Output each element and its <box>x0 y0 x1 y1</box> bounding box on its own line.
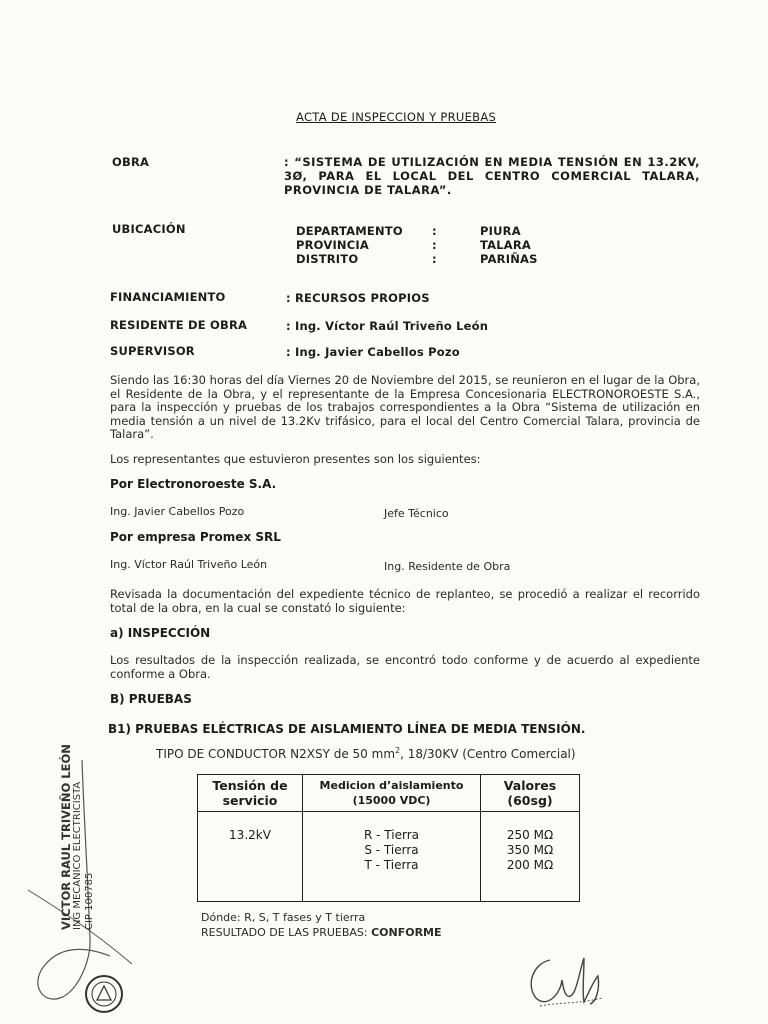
representatives-intro: Los representantes que estuvieron presentes son los siguientes: <box>110 452 481 466</box>
intro-paragraph: Siendo las 16:30 horas del día Viernes 20 de Noviembre del 2015, se reunieron en el lugar de la Obra, el Residente de la Obra, y el representante de la Empresa Concesionaria ELECTRONOROESTE S.A., para la inspección y pruebas de los trabajos correspondientes a la Obra “Sistema de utilización en media tensión a un nivel de 13.2Kv trifásico, para el local del Centro Comercial Talara, provincia de Talara”. <box>110 373 700 441</box>
table-header-row <box>198 775 580 812</box>
provincia-value: TALARA <box>480 238 532 252</box>
distrito-key: DISTRITO <box>296 252 359 266</box>
section-a-heading: a) INSPECCIÓN <box>110 626 211 640</box>
financiamiento-value: : RECURSOS PROPIOS <box>286 291 430 305</box>
rep1-company: Por Electronoroeste S.A. <box>110 477 277 491</box>
cell-valores <box>481 812 580 902</box>
test-result-value: CONFORME <box>371 926 442 939</box>
valor-t: 200 MΩ <box>506 858 554 872</box>
header-medicion: Medicion d’aislamiento (15000 VDC) <box>303 775 481 812</box>
conductor-type-text: TIPO DE CONDUCTOR N2XSY de 50 mm <box>156 747 396 761</box>
conductor-type <box>156 746 576 761</box>
stamp-name: VICTOR RAUL TRIVEÑO LEÓN <box>59 744 73 930</box>
header-valores: Valores (60sg) <box>481 775 580 812</box>
signature-image <box>520 950 610 1014</box>
distrito-sep: : <box>432 252 437 266</box>
medicion-t: T - Tierra <box>364 858 419 872</box>
cell-medicion <box>303 812 481 902</box>
provincia-sep: : <box>432 238 437 252</box>
conductor-superscript: 2 <box>395 746 401 755</box>
supervisor-label: SUPERVISOR <box>110 344 195 358</box>
rep2-name: Ing. Víctor Raúl Triveño León <box>110 558 268 571</box>
header-tension: Tensión de servicio <box>198 775 303 812</box>
financiamiento-label: FINANCIAMIENTO <box>110 290 226 304</box>
supervisor-value: : Ing. Javier Cabellos Pozo <box>286 345 460 359</box>
medicion-s: S - Tierra <box>364 843 419 857</box>
conductor-type-rating: , 18/30KV (Centro Comercial) <box>400 747 576 761</box>
stamp-cip: CIP 100785 <box>84 872 95 930</box>
ubicacion-label: UBICACIÓN <box>112 222 186 236</box>
obra-value: : “SISTEMA DE UTILIZACIÓN EN MEDIA TENSIÓN EN 13.2KV, 3Ø, PARA EL LOCAL DEL CENTRO COMERCIAL TALARA, PROVINCIA DE TALARA”. <box>284 155 700 197</box>
departamento-sep: : <box>432 224 437 238</box>
section-b-heading: B) PRUEBAS <box>110 692 192 706</box>
test-result-label: RESULTADO DE LAS PRUEBAS: <box>201 926 372 939</box>
rep1-name: Ing. Javier Cabellos Pozo <box>110 505 245 518</box>
residente-value: : Ing. Víctor Raúl Triveño León <box>286 319 489 333</box>
phases-note: Dónde: R, S, T fases y T tierra <box>201 911 366 924</box>
departamento-key: DEPARTAMENTO <box>296 224 403 238</box>
engineer-stamp-text <box>60 744 96 930</box>
residente-label: RESIDENTE DE OBRA <box>110 318 248 332</box>
rep2-company: Por empresa Promex SRL <box>110 530 281 544</box>
rep2-role: Ing. Residente de Obra <box>384 560 511 573</box>
document-title: ACTA DE INSPECCION Y PRUEBAS <box>296 110 497 124</box>
valor-r: 250 MΩ <box>506 828 554 842</box>
review-paragraph: Revisada la documentación del expediente técnico de replanteo, se procedió a realizar el recorrido total de la obra, en la cual se constató lo siguiente: <box>110 587 700 615</box>
section-a-text: Los resultados de la inspección realizada, se encontró todo conforme y de acuerdo al expediente conforme a Obra. <box>110 653 700 681</box>
rep1-role: Jefe Técnico <box>384 507 449 520</box>
cell-tension: 13.2kV <box>198 812 303 902</box>
valor-s: 350 MΩ <box>506 843 554 857</box>
test-result <box>201 926 442 939</box>
distrito-value: PARIÑAS <box>480 252 538 266</box>
table-row <box>198 812 580 902</box>
medicion-r: R - Tierra <box>364 828 419 842</box>
provincia-key: PROVINCIA <box>296 238 369 252</box>
section-b1-heading: B1) PRUEBAS ELÉCTRICAS DE AISLAMIENTO LÍNEA DE MEDIA TENSIÓN. <box>108 722 586 736</box>
stamp-title: ING MECANICO ELECTRICISTA <box>72 781 83 930</box>
departamento-value: PIURA <box>480 224 521 238</box>
insulation-results-table <box>197 774 580 902</box>
obra-label: OBRA <box>112 155 150 169</box>
